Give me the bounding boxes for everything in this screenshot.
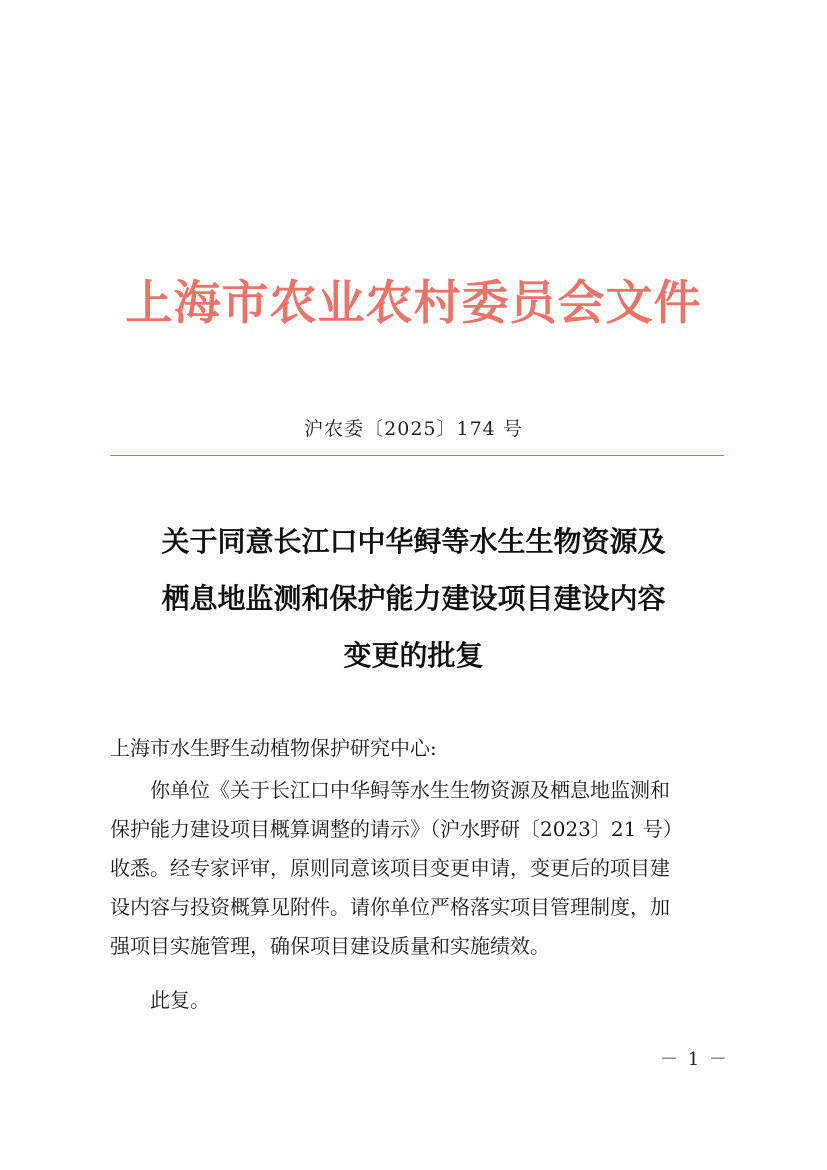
salutation: 上海市水生野生动植物保护研究中心: (110, 736, 437, 760)
title-line: 关于同意长江口中华鲟等水生生物资源及 (161, 525, 666, 558)
closing-remark: 此复。 (150, 988, 210, 1012)
title-line: 栖息地监测和保护能力建设项目建设内容 (161, 582, 666, 615)
issuer-masthead: 上海市农业农村委员会文件 (125, 276, 702, 331)
body-line: 设内容与投资概算见附件。请你单位严格落实项目管理制度，加 (110, 895, 670, 919)
document-title (100, 513, 727, 684)
body-line: 保护能力建设项目概算调整的请示》（沪水野研〔2023〕21 号） (110, 817, 683, 841)
page-number: － 1 － (660, 1049, 729, 1070)
body-line: 收悉。经专家评审，原则同意该项目变更申请，变更后的项目建 (110, 856, 670, 880)
title-line: 变更的批复 (343, 639, 484, 672)
body-line: 强项目实施管理，确保项目建设质量和实施绩效。 (110, 934, 550, 958)
body-paragraph (110, 771, 724, 966)
document-number: 沪农委〔2025〕174 号 (304, 418, 523, 440)
body-line: 你单位《关于长江口中华鲟等水生生物资源及栖息地监测和 (150, 778, 670, 802)
red-divider-rule (110, 455, 724, 456)
